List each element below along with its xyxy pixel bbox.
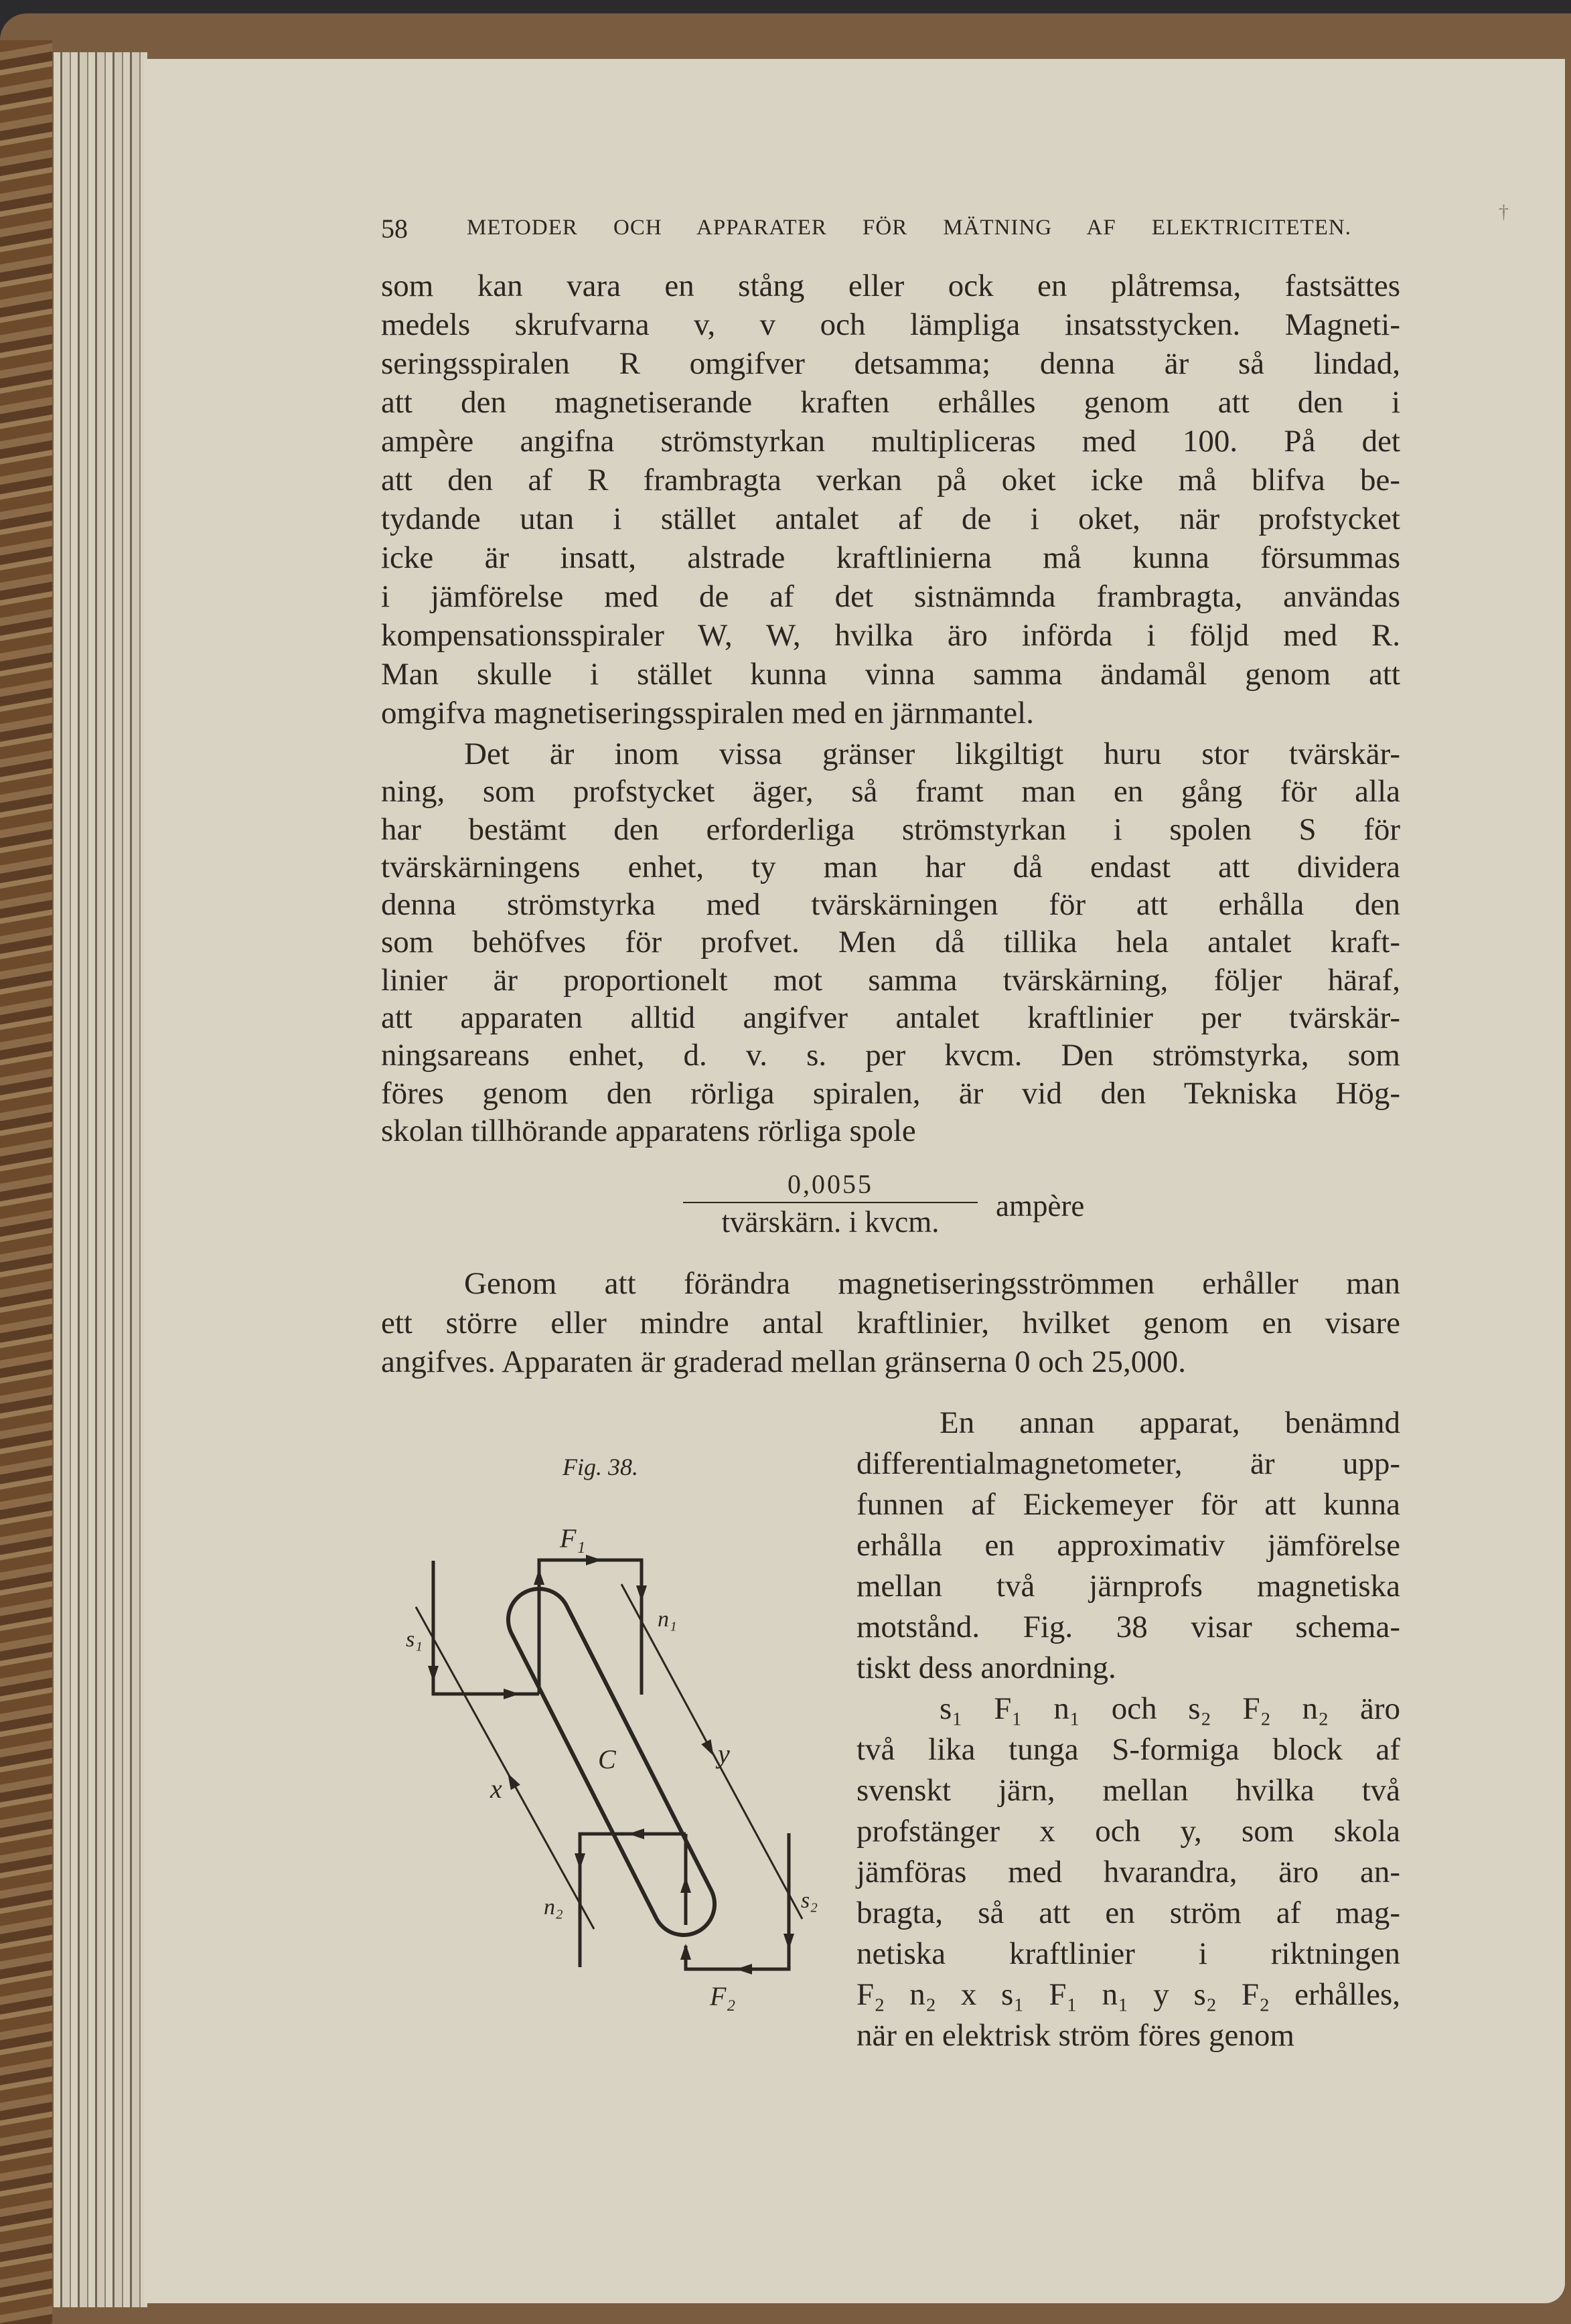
text-line: omgifva magnetiseringsspiralen med en järnmantel. xyxy=(381,696,1034,730)
text-line: F₂ n₂ x s₁ F₁ n₁ y s₂ F₂ erhålles, xyxy=(856,1977,1400,2012)
text-line: ning, som profstycket äger, så framt man en gång för alla xyxy=(381,774,1400,809)
text-line: kompensationsspiraler W, W, hvilka äro införda i följd med R. xyxy=(381,618,1400,653)
page-number: 58 xyxy=(381,214,408,244)
arrow-icon xyxy=(575,1853,585,1869)
arrow-icon xyxy=(680,1877,691,1893)
text-line: linier är proportionelt mot samma tvärskärning, följer häraf, xyxy=(381,962,1400,998)
block-s2-line xyxy=(686,1833,789,1969)
text-line: netiska kraftlinier i riktningen xyxy=(856,1936,1400,1971)
text-line: bragta, så att en ström af mag- xyxy=(856,1895,1400,1930)
arrow-icon xyxy=(503,1771,520,1790)
label-C: C xyxy=(598,1744,616,1774)
text-line: Genom att förändra magnetiseringsströmmen erhåller man xyxy=(464,1266,1400,1301)
text-line: Man skulle i stället kunna vinna samma ändamål genom att xyxy=(381,657,1400,692)
text-line: som kan vara en stång eller ock en plåtremsa, fastsättes xyxy=(381,268,1400,303)
text-line: två lika tunga S-formiga block af xyxy=(856,1732,1400,1767)
text-line: att den af R frambragta verkan på oket icke må blifva be- xyxy=(381,463,1400,497)
text-line: skolan tillhörande apparatens rörliga spole xyxy=(381,1113,916,1148)
text-line: mellan två järnprofs magnetiska xyxy=(856,1569,1400,1604)
label-y: y xyxy=(718,1739,730,1769)
text-line: En annan apparat, benämnd xyxy=(940,1405,1400,1440)
label-n2: n₂ xyxy=(544,1895,563,1920)
label-s1: s₁ xyxy=(406,1627,423,1652)
arrow-icon xyxy=(636,1585,647,1602)
text-line: föres genom den rörliga spiralen, är vid den Tekniska Hög- xyxy=(381,1075,1400,1111)
bar-x xyxy=(416,1607,594,1929)
text-line: profstänger x och y, som skola xyxy=(856,1814,1400,1849)
text-line: att apparaten alltid angifver antalet kraftlinier per tvärskär- xyxy=(381,1000,1400,1036)
formula-unit: ampère xyxy=(996,1189,1085,1223)
text-line: angifves. Apparaten är graderad mellan gränserna 0 och 25,000. xyxy=(381,1344,1186,1379)
arrow-icon xyxy=(428,1666,439,1682)
formula-denominator: tvärskärn. i kvcm. xyxy=(721,1205,940,1239)
arrow-icon xyxy=(701,1739,718,1759)
arrow-icon xyxy=(504,1689,520,1699)
arrow-icon xyxy=(736,1964,752,1974)
text-line: tiskt dess anordning. xyxy=(856,1650,1116,1685)
text-line: denna strömstyrka med tvärskärningen för att erhålla den xyxy=(381,887,1400,923)
running-title: METODER OCH APPARATER FÖR MÄTNING AF ELEKTRICITETEN. xyxy=(467,216,1351,240)
figure-caption: Fig. 38. xyxy=(563,1454,638,1480)
block-n2-line xyxy=(580,1834,686,1967)
text-line: i jämförelse med de af det sistnämnda frambragta, användas xyxy=(381,579,1400,614)
text-line: motstånd. Fig. 38 visar schema- xyxy=(856,1610,1400,1644)
text-line: s₁ F₁ n₁ och s₂ F₂ n₂ äro xyxy=(940,1691,1400,1726)
text-line: erhålla en approximativ jämförelse xyxy=(856,1528,1400,1563)
label-s2: s₂ xyxy=(801,1888,818,1913)
text-line: funnen af Eickemeyer för att kunna xyxy=(856,1487,1400,1522)
arrow-icon xyxy=(783,1934,794,1950)
arrow-icon xyxy=(628,1829,644,1839)
text-line: jämföras med hvarandra, äro an- xyxy=(856,1855,1400,1889)
label-n1: n₁ xyxy=(658,1607,677,1632)
text-line: icke är insatt, alstrade kraftlinierna må kunna försummas xyxy=(381,540,1400,575)
block-s1-line xyxy=(433,1561,539,1694)
text-line: svenskt järn, mellan hvilka två xyxy=(856,1773,1400,1808)
text-line: tydande utan i stället antalet af de i oket, när profstycket xyxy=(381,501,1400,536)
margin-mark: † xyxy=(1499,201,1509,223)
text-line: seringsspiralen R omgifver detsamma; denna är så lindad, xyxy=(381,346,1400,381)
formula-numerator: 0,0055 xyxy=(788,1169,873,1199)
text-line: när en elektrisk ström föres genom xyxy=(856,2018,1294,2053)
text-line: som behöfves för profvet. Men då tillika hela antalet kraft- xyxy=(381,925,1400,960)
text-line: har bestämt den erforderliga strömstyrkan i spolen S för xyxy=(381,811,1400,847)
text-line: att den magnetiserande kraften erhålles genom att den i xyxy=(381,385,1400,420)
label-F2: F₂ xyxy=(710,1981,736,2011)
arrow-icon xyxy=(680,1944,691,1960)
arrow-icon xyxy=(534,1569,544,1585)
text-line: differentialmagnetometer, är upp- xyxy=(856,1446,1400,1481)
text-line: medels skrufvarna v, v och lämpliga insatsstycken. Magneti- xyxy=(381,307,1400,342)
label-F1: F₁ xyxy=(560,1523,586,1553)
text-line: ampère angifna strömstyrkan multipliceras med 100. På det xyxy=(381,424,1400,459)
arrow-icon xyxy=(586,1555,602,1565)
text-line: tvärskärningens enhet, ty man har då endast att dividera xyxy=(381,849,1400,884)
label-x: x xyxy=(490,1774,502,1804)
text-line: Det är inom vissa gränser likgiltigt huru stor tvärskär- xyxy=(464,737,1400,771)
text-line: ningsareans enhet, d. v. s. per kvcm. Den strömstyrka, som xyxy=(381,1038,1400,1073)
text-line: ett större eller mindre antal kraftlinier, hvilket genom en visare xyxy=(381,1305,1400,1340)
block-f1-line xyxy=(539,1560,642,1695)
